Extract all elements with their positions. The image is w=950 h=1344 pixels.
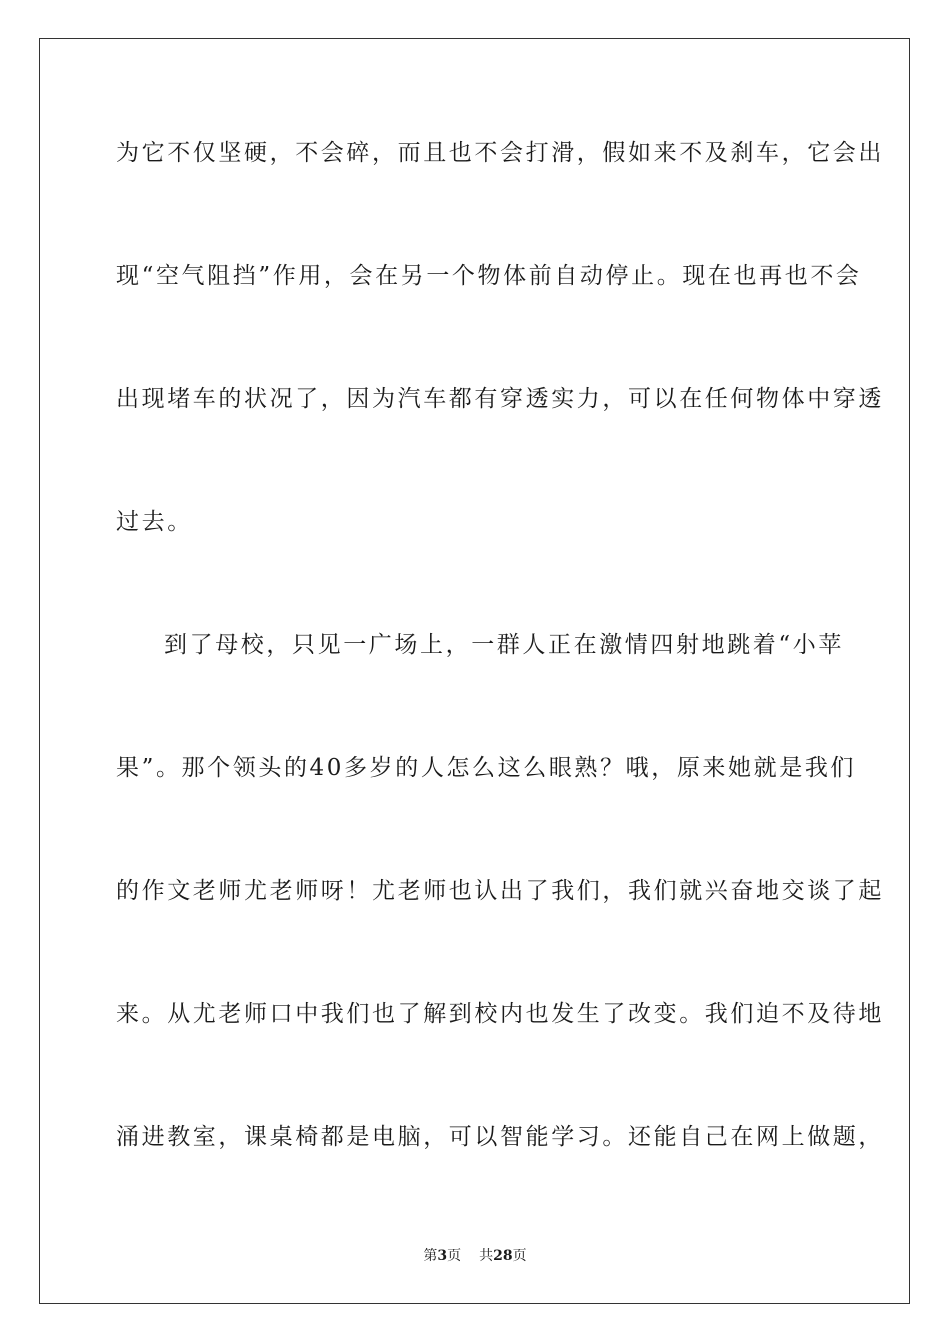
page-prefix: 第 (423, 1248, 438, 1264)
text-line-6: 果”。那个领头的40多岁的人怎么这么眼熟？哦，原来她就是我们 (116, 755, 857, 781)
page-footer (0, 1247, 950, 1265)
total-prefix: 共 (479, 1248, 494, 1264)
text-line-8: 来。从尤老师口中我们也了解到校内也发生了改变。我们迫不及待地 (116, 1001, 884, 1027)
total-suffix: 页 (512, 1248, 527, 1264)
text-line-9: 涌进教室，课桌椅都是电脑，可以智能学习。还能自己在网上做题， (116, 1124, 884, 1150)
text-line-1: 为它不仅坚硬，不会碎，而且也不会打滑，假如来不及刹车，它会出 (116, 140, 884, 166)
total-pages: 28 (493, 1248, 513, 1264)
text-line-5: 到了母校，只见一广场上，一群人正在激情四射地跳着“小苹 (164, 632, 844, 658)
text-line-3: 出现堵车的状况了，因为汽车都有穿透实力，可以在任何物体中穿透 (116, 386, 884, 412)
page-number: 3 (437, 1248, 448, 1264)
page-frame (39, 38, 910, 1304)
text-line-4: 过去。 (116, 509, 193, 535)
text-line-2: 现“空气阻挡”作用，会在另一个物体前自动停止。现在也再也不会 (116, 263, 862, 289)
text-line-7: 的作文老师尤老师呀！尤老师也认出了我们，我们就兴奋地交谈了起 (116, 878, 884, 904)
page-suffix: 页 (447, 1248, 462, 1264)
